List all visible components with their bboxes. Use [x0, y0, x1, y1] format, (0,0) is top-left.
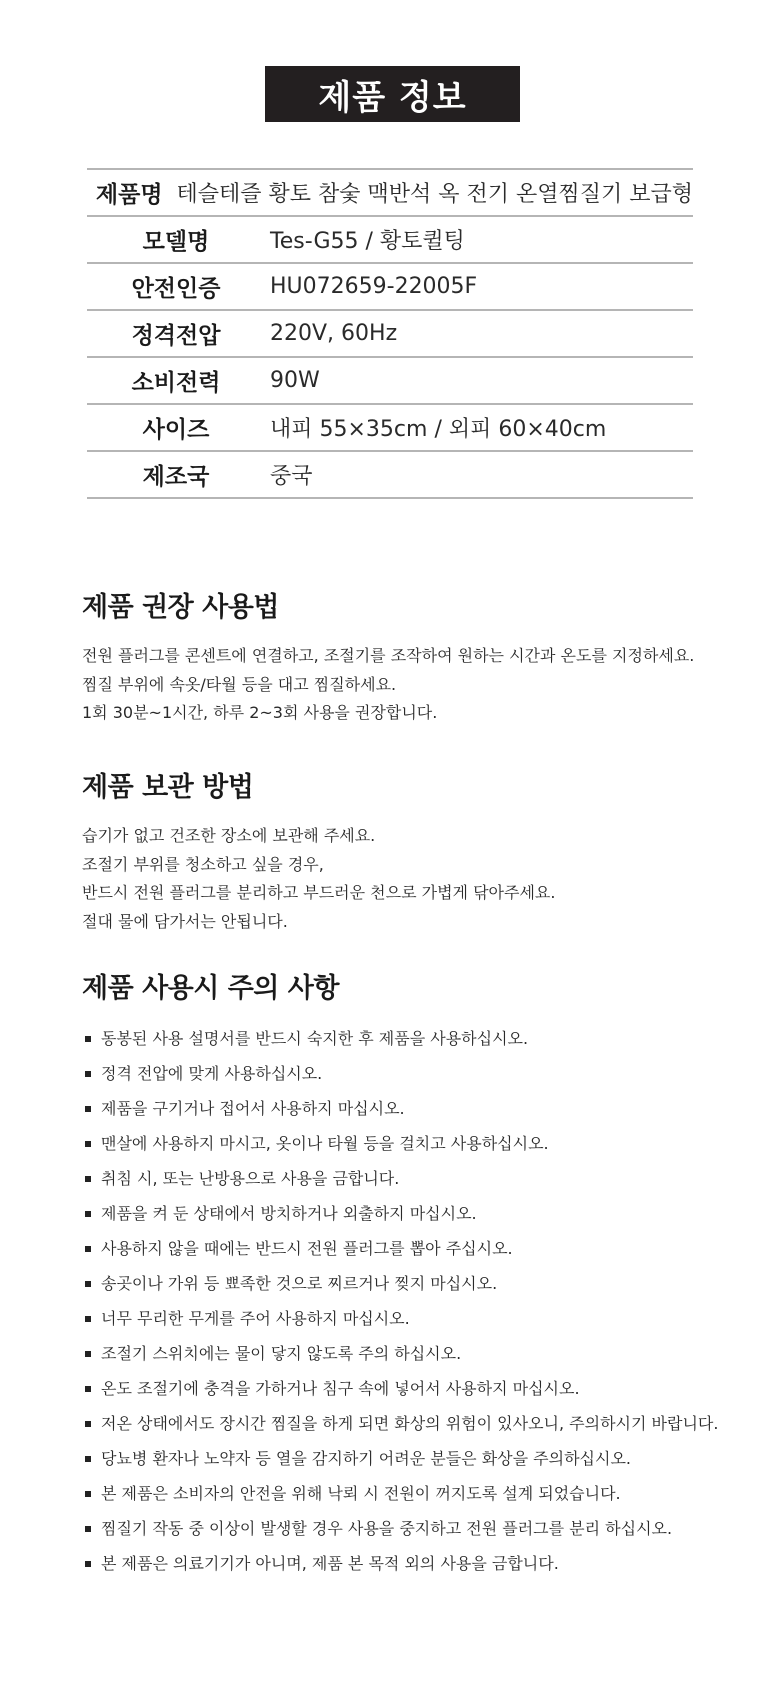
spec-value: 220V, 60Hz — [270, 321, 398, 346]
bullet-icon — [85, 1386, 91, 1392]
spec-value: 내피 55×35cm / 외피 60×40cm — [270, 417, 607, 442]
spec-value: 중국 — [270, 464, 313, 489]
list-item — [82, 1476, 772, 1511]
list-item — [82, 1056, 772, 1091]
usage-body — [82, 642, 772, 728]
caution-text: 너무 무리한 무게를 주어 사용하지 마십시오. — [101, 1309, 410, 1328]
storage-section — [82, 765, 772, 936]
list-item — [82, 1371, 772, 1406]
cautions-heading: 제품 사용시 주의 사항 — [82, 973, 339, 1004]
list-item — [82, 1511, 772, 1546]
usage-line: 1회 30분~1시간, 하루 2~3회 사용을 권장합니다. — [82, 703, 438, 722]
spec-label: 제조국 — [142, 464, 210, 490]
caution-text: 사용하지 않을 때에는 반드시 전원 플러그를 뽑아 주십시오. — [101, 1239, 513, 1258]
bullet-icon — [85, 1421, 91, 1427]
usage-line: 찜질 부위에 속옷/타월 등을 대고 찜질하세요. — [82, 674, 397, 694]
bullet-icon — [85, 1211, 91, 1217]
caution-text: 찜질기 작동 중 이상이 발생할 경우 사용을 중지하고 전원 플러그를 분리 하십시오. — [101, 1519, 673, 1538]
spec-row-product-name — [87, 170, 693, 217]
spec-value: Tes-G55 / 황토퀼팅 — [270, 229, 465, 254]
storage-line: 습기가 없고 건조한 장소에 보관해 주세요. — [82, 826, 376, 845]
spec-value: 테슬테즐 황토 참숯 맥반석 옥 전기 온열찜질기 보급형 — [176, 182, 693, 207]
usage-section — [82, 585, 772, 728]
spec-label: 정격전압 — [131, 323, 221, 349]
storage-line: 절대 물에 담가서는 안됩니다. — [82, 911, 288, 931]
bullet-icon — [85, 1316, 91, 1322]
storage-body — [82, 822, 772, 936]
caution-text: 본 제품은 의료기기가 아니며, 제품 본 목적 외의 사용을 금합니다. — [101, 1554, 559, 1573]
list-item — [82, 1126, 772, 1161]
bullet-icon — [85, 1526, 91, 1532]
list-item — [82, 1406, 772, 1441]
caution-text: 저온 상태에서도 장시간 찜질을 하게 되면 화상의 위험이 있사오니, 주의하시기 바랍니다. — [101, 1414, 719, 1433]
caution-text: 동봉된 사용 설명서를 반드시 숙지한 후 제품을 사용하십시오. — [101, 1029, 529, 1048]
list-item — [82, 1336, 772, 1371]
spec-table — [87, 168, 693, 499]
caution-text: 취침 시, 또는 난방용으로 사용을 금합니다. — [101, 1169, 400, 1188]
spec-row-model — [87, 217, 693, 264]
bullet-icon — [85, 1456, 91, 1462]
list-item — [82, 1196, 772, 1231]
bullet-icon — [85, 1106, 91, 1112]
spec-row-voltage — [87, 311, 693, 358]
list-item — [82, 1231, 772, 1266]
bullet-icon — [85, 1561, 91, 1567]
caution-text: 온도 조절기에 충격을 가하거나 침구 속에 넣어서 사용하지 마십시오. — [101, 1379, 580, 1398]
spec-label: 모델명 — [142, 229, 210, 255]
bullet-icon — [85, 1071, 91, 1077]
spec-value: HU072659-22005F — [270, 274, 478, 299]
caution-text: 제품을 구기거나 접어서 사용하지 마십시오. — [101, 1099, 405, 1118]
spec-label: 제품명 — [95, 182, 163, 208]
list-item — [82, 1266, 772, 1301]
bullet-icon — [85, 1491, 91, 1497]
page-title: 제품 정보 — [265, 66, 520, 122]
bullet-icon — [85, 1036, 91, 1042]
spec-value: 90W — [270, 368, 320, 393]
list-item — [82, 1546, 772, 1581]
caution-text: 당뇨병 환자나 노약자 등 열을 감지하기 어려운 분들은 화상을 주의하십시오. — [101, 1449, 631, 1468]
bullet-icon — [85, 1141, 91, 1147]
storage-line: 반드시 전원 플러그를 분리하고 부드러운 천으로 가볍게 닦아주세요. — [82, 883, 556, 902]
bullet-icon — [85, 1351, 91, 1357]
storage-heading: 제품 보관 방법 — [82, 772, 254, 803]
usage-heading: 제품 권장 사용법 — [82, 592, 279, 623]
caution-text: 제품을 켜 둔 상태에서 방치하거나 외출하지 마십시오. — [101, 1204, 477, 1223]
caution-text: 본 제품은 소비자의 안전을 위해 낙뢰 시 전원이 꺼지도록 설계 되었습니다. — [101, 1484, 621, 1503]
spec-label: 안전인증 — [131, 276, 221, 302]
spec-row-certification — [87, 264, 693, 311]
caution-text: 조절기 스위치에는 물이 닿지 않도록 주의 하십시오. — [101, 1344, 462, 1363]
list-item — [82, 1441, 772, 1476]
spec-row-power — [87, 358, 693, 405]
list-item — [82, 1301, 772, 1336]
caution-text: 송곳이나 가위 등 뾰족한 것으로 찌르거나 찢지 마십시오. — [101, 1274, 498, 1293]
spec-row-size — [87, 405, 693, 452]
usage-line: 전원 플러그를 콘센트에 연결하고, 조절기를 조작하여 원하는 시간과 온도를 지정하세요. — [82, 646, 695, 665]
caution-list — [82, 1021, 772, 1581]
list-item — [82, 1161, 772, 1196]
bullet-icon — [85, 1246, 91, 1252]
spec-label: 사이즈 — [142, 417, 210, 443]
storage-line: 조절기 부위를 청소하고 싶을 경우, — [82, 854, 324, 874]
caution-text: 정격 전압에 맞게 사용하십시오. — [101, 1064, 323, 1083]
bullet-icon — [85, 1176, 91, 1182]
bullet-icon — [85, 1281, 91, 1287]
spec-label: 소비전력 — [131, 370, 221, 396]
list-item — [82, 1091, 772, 1126]
cautions-section — [82, 966, 772, 1581]
list-item — [82, 1021, 772, 1056]
spec-row-origin — [87, 452, 693, 499]
caution-text: 맨살에 사용하지 마시고, 옷이나 타월 등을 걸치고 사용하십시오. — [101, 1134, 549, 1153]
